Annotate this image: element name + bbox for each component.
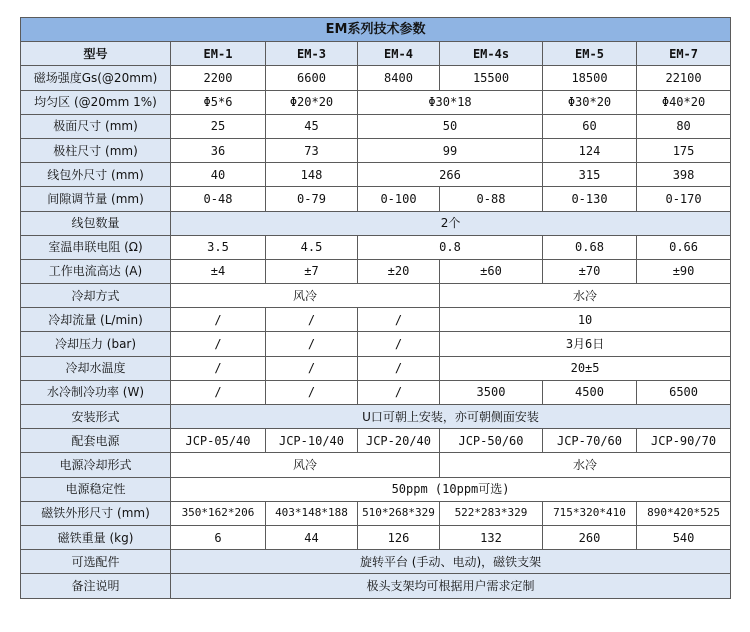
- cell: /: [171, 356, 266, 380]
- cell: 旋转平台 (手动、电动)，磁铁支架: [171, 550, 731, 574]
- cell: JCP-05/40: [171, 429, 266, 453]
- cell: 350*162*206: [171, 501, 266, 525]
- row-water-temp: [21, 356, 731, 380]
- cell: 175: [637, 138, 731, 162]
- row-label: 磁场强度Gs(@20mm): [21, 66, 171, 90]
- row-label: 安装形式: [21, 405, 171, 429]
- row-power-supply: [21, 429, 731, 453]
- cell: 2个: [171, 211, 731, 235]
- cell: 0-100: [358, 187, 440, 211]
- row-gap-adjust: [21, 187, 731, 211]
- cell: 10: [440, 308, 731, 332]
- cell: 398: [637, 163, 731, 187]
- row-label: 均匀区 (@20mm 1%): [21, 90, 171, 114]
- cell: 2200: [171, 66, 266, 90]
- row-label: 间隙调节量 (mm): [21, 187, 171, 211]
- row-label: 配套电源: [21, 429, 171, 453]
- row-label: 冷却流量 (L/min): [21, 308, 171, 332]
- cell: Φ40*20: [637, 90, 731, 114]
- cell: /: [358, 308, 440, 332]
- cell: JCP-90/70: [637, 429, 731, 453]
- cell: 8400: [358, 66, 440, 90]
- cell: 50ppm (10ppm可选): [171, 477, 731, 501]
- cell: 20±5: [440, 356, 731, 380]
- cell: 6500: [637, 380, 731, 404]
- row-cooling-method: [21, 284, 731, 308]
- header-em-7: EM-7: [637, 42, 731, 66]
- cell: 80: [637, 114, 731, 138]
- row-label: 极面尺寸 (mm): [21, 114, 171, 138]
- row-remarks: [21, 574, 731, 598]
- cell: /: [266, 308, 358, 332]
- cell: Φ5*6: [171, 90, 266, 114]
- row-current: [21, 259, 731, 283]
- header-em-3: EM-3: [266, 42, 358, 66]
- row-field-strength: [21, 66, 731, 90]
- cell: 522*283*329: [440, 501, 543, 525]
- cell: 73: [266, 138, 358, 162]
- title-row: [21, 18, 731, 42]
- row-pole-column: [21, 138, 731, 162]
- cell: ±60: [440, 259, 543, 283]
- row-label: 冷却方式: [21, 284, 171, 308]
- cell: 403*148*188: [266, 501, 358, 525]
- row-options: [21, 550, 731, 574]
- row-label: 电源冷却形式: [21, 453, 171, 477]
- cell: 45: [266, 114, 358, 138]
- cell: 315: [543, 163, 637, 187]
- cell: Φ20*20: [266, 90, 358, 114]
- row-uniform-zone: [21, 90, 731, 114]
- cell: Φ30*20: [543, 90, 637, 114]
- row-label: 磁铁外形尺寸 (mm): [21, 501, 171, 525]
- row-label: 极柱尺寸 (mm): [21, 138, 171, 162]
- row-label: 线包外尺寸 (mm): [21, 163, 171, 187]
- cell: /: [358, 332, 440, 356]
- header-row: [21, 42, 731, 66]
- header-em-4: EM-4: [358, 42, 440, 66]
- cell: 266: [358, 163, 543, 187]
- cell: 60: [543, 114, 637, 138]
- row-resistance: [21, 235, 731, 259]
- cell: ±4: [171, 259, 266, 283]
- cell: 6: [171, 525, 266, 549]
- cell: /: [171, 332, 266, 356]
- cell: ±90: [637, 259, 731, 283]
- cell: ±70: [543, 259, 637, 283]
- cell: 风冷: [171, 284, 440, 308]
- cell: 0.8: [358, 235, 543, 259]
- cell: 148: [266, 163, 358, 187]
- cell: 890*420*525: [637, 501, 731, 525]
- cell: Φ30*18: [358, 90, 543, 114]
- cell: JCP-50/60: [440, 429, 543, 453]
- cell: 0-170: [637, 187, 731, 211]
- cell: 126: [358, 525, 440, 549]
- cell: JCP-70/60: [543, 429, 637, 453]
- row-pole-face: [21, 114, 731, 138]
- cell: 0-88: [440, 187, 543, 211]
- row-dimensions: [21, 501, 731, 525]
- spec-table-container: [20, 17, 730, 599]
- row-label: 室温串联电阻 (Ω): [21, 235, 171, 259]
- cell: 水冷: [440, 284, 731, 308]
- cell: 3月6日: [440, 332, 731, 356]
- cell: 0.68: [543, 235, 637, 259]
- cell: 715*320*410: [543, 501, 637, 525]
- row-label: 备注说明: [21, 574, 171, 598]
- spec-table: [20, 17, 731, 599]
- row-label: 线包数量: [21, 211, 171, 235]
- cell: 4500: [543, 380, 637, 404]
- cell: 3500: [440, 380, 543, 404]
- cell: 0-79: [266, 187, 358, 211]
- cell: ±7: [266, 259, 358, 283]
- row-cooling-pressure: [21, 332, 731, 356]
- row-label: 可选配件: [21, 550, 171, 574]
- header-em-1: EM-1: [171, 42, 266, 66]
- cell: JCP-20/40: [358, 429, 440, 453]
- cell: 4.5: [266, 235, 358, 259]
- cell: 22100: [637, 66, 731, 90]
- cell: 260: [543, 525, 637, 549]
- cell: ±20: [358, 259, 440, 283]
- cell: /: [171, 380, 266, 404]
- cell: 6600: [266, 66, 358, 90]
- cell: U口可朝上安装，亦可朝侧面安装: [171, 405, 731, 429]
- cell: /: [266, 380, 358, 404]
- cell: 36: [171, 138, 266, 162]
- row-cooling-power: [21, 380, 731, 404]
- cell: 0-48: [171, 187, 266, 211]
- cell: 99: [358, 138, 543, 162]
- cell: 15500: [440, 66, 543, 90]
- row-label: 工作电流高达 (A): [21, 259, 171, 283]
- cell: /: [266, 356, 358, 380]
- row-weight: [21, 525, 731, 549]
- row-label: 电源稳定性: [21, 477, 171, 501]
- header-em-5: EM-5: [543, 42, 637, 66]
- cell: 124: [543, 138, 637, 162]
- row-stability: [21, 477, 731, 501]
- cell: /: [358, 380, 440, 404]
- row-label: 冷却水温度: [21, 356, 171, 380]
- row-ps-cooling: [21, 453, 731, 477]
- row-label: 磁铁重量 (kg): [21, 525, 171, 549]
- cell: 540: [637, 525, 731, 549]
- cell: 18500: [543, 66, 637, 90]
- cell: 132: [440, 525, 543, 549]
- cell: 44: [266, 525, 358, 549]
- cell: 0-130: [543, 187, 637, 211]
- cell: /: [358, 356, 440, 380]
- cell: 40: [171, 163, 266, 187]
- row-label: 冷却压力 (bar): [21, 332, 171, 356]
- row-mounting: [21, 405, 731, 429]
- row-label: 水冷制冷功率 (W): [21, 380, 171, 404]
- row-coil-outer: [21, 163, 731, 187]
- cell: 3.5: [171, 235, 266, 259]
- cell: 风冷: [171, 453, 440, 477]
- header-em-4s: EM-4s: [440, 42, 543, 66]
- cell: /: [266, 332, 358, 356]
- cell: /: [171, 308, 266, 332]
- cell: 510*268*329: [358, 501, 440, 525]
- table-title: EM系列技术参数: [21, 18, 731, 42]
- cell: JCP-10/40: [266, 429, 358, 453]
- cell: 50: [358, 114, 543, 138]
- cell: 极头支架均可根据用户需求定制: [171, 574, 731, 598]
- cell: 25: [171, 114, 266, 138]
- row-coil-count: [21, 211, 731, 235]
- cell: 水冷: [440, 453, 731, 477]
- cell: 0.66: [637, 235, 731, 259]
- row-cooling-flow: [21, 308, 731, 332]
- header-model: 型号: [21, 42, 171, 66]
